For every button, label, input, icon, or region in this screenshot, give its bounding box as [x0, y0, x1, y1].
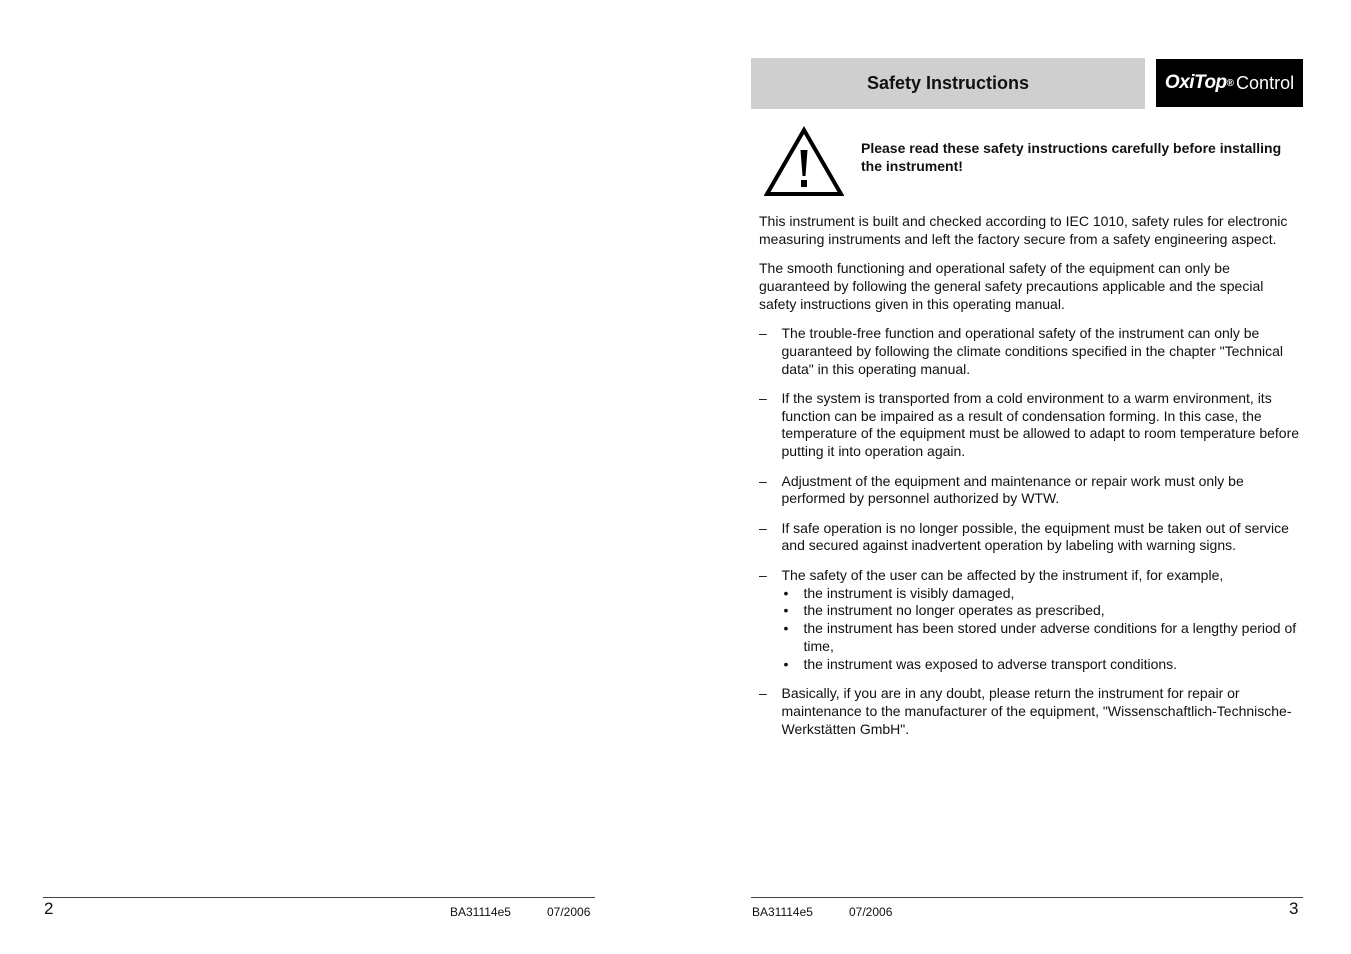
intro-paragraph: This instrument is built and checked according to IEC 1010, safety rules for electronic measuring instruments and left the factory secure from a safety engineering aspect. — [759, 213, 1288, 247]
list-item-text: The safety of the user can be affected by the instrument if, for example, — [781, 566, 1224, 583]
dash-marker: – — [759, 472, 767, 489]
logo-suffix: Control — [1236, 72, 1295, 93]
section-header — [751, 58, 1145, 109]
footer-divider — [751, 897, 1303, 898]
page-number: 3 — [1289, 899, 1299, 918]
bullet-text: the instrument is visibly damaged, — [803, 584, 1015, 601]
page-number: 2 — [44, 899, 54, 918]
bullet-item — [782, 585, 1305, 603]
oxitop-logo — [1156, 59, 1303, 107]
bullet-item — [782, 620, 1305, 656]
warning-message: Please read these safety instructions carefully before installing the instrument! — [861, 140, 1282, 174]
dash-marker: – — [759, 389, 767, 406]
dash-marker: – — [759, 566, 767, 583]
list-item-text: If safe operation is no longer possible, the equipment must be taken out of service and secured against inadvertent operation by labeling with warning signs. — [781, 519, 1289, 554]
bullet-text: the instrument was exposed to adverse transport conditions. — [803, 655, 1178, 672]
bullet-item — [782, 656, 1305, 674]
bullet-marker: • — [783, 584, 789, 601]
bullet-marker: • — [783, 655, 789, 672]
list-item-text: Basically, if you are in any doubt, please return the instrument for repair or maintenance to the manufacturer of the equipment, "Wissenschaftlich-Technische-Werkstätten GmbH". — [781, 685, 1292, 737]
bullet-marker: • — [783, 620, 789, 637]
bullet-marker: • — [783, 602, 789, 619]
bullet-text: the instrument has been stored under adverse conditions for a lengthy period of time, — [803, 620, 1297, 654]
list-item — [759, 473, 1304, 509]
footer-doc-code: BA31114e5 — [450, 905, 511, 919]
list-item — [759, 685, 1304, 738]
damage-conditions-list — [782, 585, 1305, 674]
list-item — [759, 520, 1304, 556]
list-item-text: The trouble-free function and operational safety of the instrument can only be guaranteed by following the climate conditions specified in the chapter "Technical data" in this operating manual. — [781, 324, 1283, 377]
list-item — [759, 567, 1304, 674]
dash-marker: – — [759, 519, 767, 536]
footer-doc-code: BA31114e5 — [752, 905, 813, 919]
bullet-text: the instrument no longer operates as prescribed, — [803, 602, 1105, 619]
footer-date: 07/2006 — [547, 905, 591, 919]
footer-divider — [43, 897, 595, 898]
section-title: Safety Instructions — [866, 73, 1030, 93]
safety-body — [759, 213, 1304, 750]
list-item — [759, 390, 1304, 461]
bullet-item — [782, 602, 1305, 620]
left-page — [0, 0, 675, 954]
footer-date: 07/2006 — [849, 905, 893, 919]
dash-marker: – — [759, 324, 767, 341]
dash-marker: – — [759, 685, 767, 702]
list-item-text: Adjustment of the equipment and maintenance or repair work must only be performed by personnel authorized by WTW. — [781, 472, 1244, 507]
right-page — [675, 0, 1351, 954]
warning-triangle-icon — [764, 126, 844, 198]
intro-paragraph: The smooth functioning and operational safety of the equipment can only be guaranteed by following the general safety precautions applicable and the special safety instructions given in this operating manual. — [759, 260, 1264, 312]
list-item — [759, 325, 1304, 378]
logo-brand: OxiTop — [1164, 72, 1227, 93]
logo-registered-mark: ® — [1226, 77, 1235, 89]
list-item-text: If the system is transported from a cold environment to a warm environment, its function can be impaired as a result of condensation forming. In this case, the temperature of the equipment must be allowed to adapt to room temperature before putting it into operation again. — [781, 389, 1300, 460]
